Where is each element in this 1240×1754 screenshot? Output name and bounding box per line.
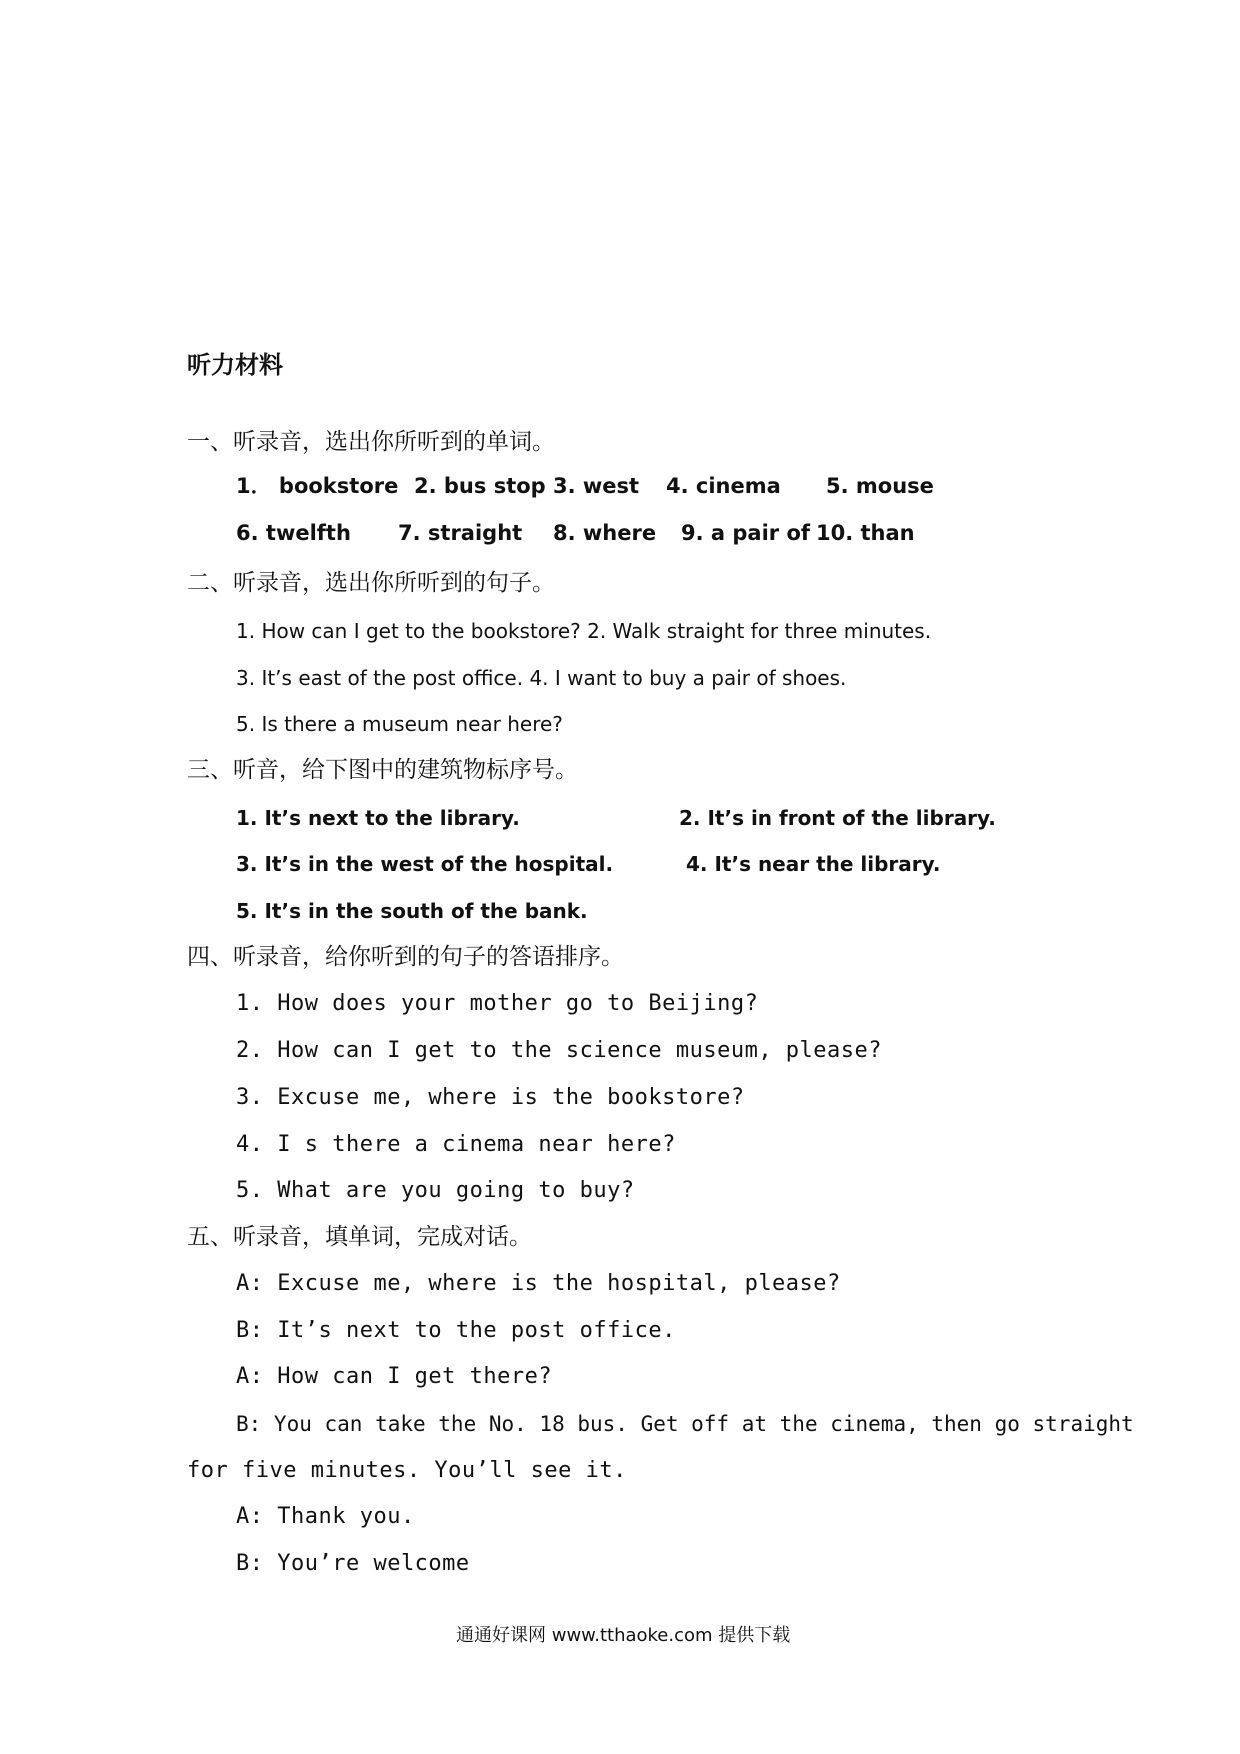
word-item: 3. west [553, 474, 640, 498]
dialogue-line: A: Excuse me, where is the hospital, please? [236, 1271, 841, 1296]
dialogue-line: B: You can take the No. 18 bus. Get off at the cinema, then go straight [236, 1412, 1134, 1436]
word-item: 2. bus stop [414, 474, 546, 498]
sentence-item: 4. It’s near the library. [686, 852, 941, 876]
word-item: 6. twelfth [236, 521, 351, 545]
word-item: 10. than [816, 521, 915, 545]
word-item: 4. cinema [666, 474, 781, 498]
sentence-line: 5. Is there a museum near here? [236, 712, 563, 736]
section-3-heading: 三、听音，给下图中的建筑物标序号。 [187, 757, 578, 783]
word-item: 7. straight [398, 521, 523, 545]
dialogue-line: B: It’s next to the post office. [236, 1318, 676, 1343]
sentence-item: 2. It’s in front of the library. [679, 806, 996, 830]
sentence-line: 5. What are you going to buy? [236, 1178, 635, 1203]
page-footer: 通通好课网 www.tthaoke.com 提供下载 [456, 1625, 791, 1646]
word-item: 1． bookstore [236, 474, 399, 498]
sentence-line: 3. Excuse me, where is the bookstore? [236, 1085, 745, 1110]
dialogue-line: A: How can I get there? [236, 1364, 553, 1389]
word-item: 9. a pair of [681, 521, 811, 545]
page-title: 听力材料 [187, 351, 283, 379]
dialogue-line: for five minutes. You’ll see it. [187, 1458, 627, 1483]
sentence-item: 3. It’s in the west of the hospital. [236, 852, 614, 876]
section-1-heading: 一、听录音，选出你所听到的单词。 [187, 429, 555, 455]
dialogue-line: A: Thank you. [236, 1504, 415, 1529]
section-5-heading: 五、听录音，填单词，完成对话。 [187, 1224, 532, 1250]
section-4-heading: 四、听录音，给你听到的句子的答语排序。 [187, 944, 624, 970]
section-2-heading: 二、听录音，选出你所听到的句子。 [187, 570, 555, 596]
dialogue-line: B: You’re welcome [236, 1551, 470, 1576]
sentence-line: 2. How can I get to the science museum, please? [236, 1038, 883, 1063]
sentence-line: 4. I s there a cinema near here? [236, 1132, 676, 1157]
word-item: 8. where [553, 521, 657, 545]
sentence-line: 1. How does your mother go to Beijing? [236, 991, 759, 1016]
sentence-line: 3. It’s east of the post office. 4. I want to buy a pair of shoes. [236, 666, 847, 690]
sentence-item: 5. It’s in the south of the bank. [236, 899, 588, 923]
sentence-item: 1. It’s next to the library. [236, 806, 520, 830]
sentence-line: 1. How can I get to the bookstore? 2. Walk straight for three minutes. [236, 619, 932, 643]
word-item: 5. mouse [826, 474, 934, 498]
